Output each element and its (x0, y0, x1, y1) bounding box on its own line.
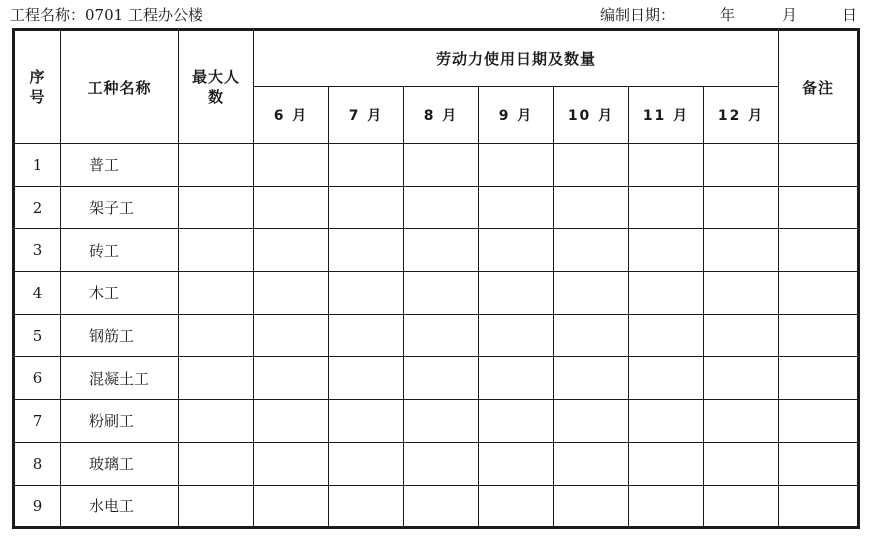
max-workers-header: 最大人 数 (179, 30, 254, 144)
cell-jun (254, 442, 329, 485)
month-header-dec: 12 月 (704, 87, 779, 144)
cell-oct (554, 442, 629, 485)
cell-sep (479, 144, 554, 187)
cell-jul (329, 357, 404, 400)
row-trade: 砖工 (61, 229, 179, 272)
cell-sep (479, 314, 554, 357)
cell-sep (479, 400, 554, 443)
header-row-1 (14, 30, 859, 87)
cell-oct (554, 314, 629, 357)
cell-sep (479, 485, 554, 528)
table-row (14, 357, 859, 400)
month-header-jul: 7 月 (329, 87, 404, 144)
cell-jul (329, 400, 404, 443)
cell-dec (704, 442, 779, 485)
day-label: 日 (842, 6, 858, 24)
cell-sep (479, 229, 554, 272)
cell-dec (704, 229, 779, 272)
table-row (14, 442, 859, 485)
cell-jul (329, 272, 404, 315)
cell-dec (704, 485, 779, 528)
cell-aug (404, 186, 479, 229)
cell-aug (404, 357, 479, 400)
row-seq: 9 (14, 485, 61, 528)
compile-date (0, 4, 879, 24)
cell-jun (254, 400, 329, 443)
cell-oct (554, 485, 629, 528)
cell-jul (329, 144, 404, 187)
row-trade: 混凝土工 (61, 357, 179, 400)
row-seq: 3 (14, 229, 61, 272)
cell-oct (554, 357, 629, 400)
table-row (14, 314, 859, 357)
cell-remark (779, 485, 859, 528)
cell-remark (779, 186, 859, 229)
cell-nov (629, 144, 704, 187)
month-header-nov: 11 月 (629, 87, 704, 144)
labor-plan-table (12, 28, 860, 529)
cell-nov (629, 186, 704, 229)
cell-jul (329, 186, 404, 229)
cell-max (179, 314, 254, 357)
row-trade: 粉刷工 (61, 400, 179, 443)
cell-remark (779, 314, 859, 357)
cell-nov (629, 357, 704, 400)
cell-max (179, 144, 254, 187)
cell-nov (629, 442, 704, 485)
cell-nov (629, 485, 704, 528)
cell-dec (704, 186, 779, 229)
cell-dec (704, 400, 779, 443)
cell-jun (254, 314, 329, 357)
cell-dec (704, 357, 779, 400)
row-trade: 玻璃工 (61, 442, 179, 485)
row-seq: 5 (14, 314, 61, 357)
month-header-jun: 6 月 (254, 87, 329, 144)
cell-aug (404, 485, 479, 528)
cell-sep (479, 357, 554, 400)
cell-jun (254, 186, 329, 229)
cell-max (179, 229, 254, 272)
compile-date-label: 编制日期： (600, 6, 676, 24)
cell-sep (479, 442, 554, 485)
table-row (14, 485, 859, 528)
cell-oct (554, 400, 629, 443)
remark-header: 备注 (779, 30, 859, 144)
cell-nov (629, 314, 704, 357)
cell-jul (329, 229, 404, 272)
cell-aug (404, 144, 479, 187)
cell-dec (704, 144, 779, 187)
cell-aug (404, 229, 479, 272)
cell-nov (629, 272, 704, 315)
cell-nov (629, 400, 704, 443)
cell-aug (404, 442, 479, 485)
cell-remark (779, 229, 859, 272)
cell-oct (554, 229, 629, 272)
table-row (14, 144, 859, 187)
cell-remark (779, 400, 859, 443)
row-seq: 7 (14, 400, 61, 443)
row-trade: 木工 (61, 272, 179, 315)
row-seq: 6 (14, 357, 61, 400)
cell-remark (779, 144, 859, 187)
cell-remark (779, 357, 859, 400)
row-seq: 8 (14, 442, 61, 485)
cell-sep (479, 272, 554, 315)
cell-nov (629, 229, 704, 272)
cell-aug (404, 400, 479, 443)
cell-oct (554, 272, 629, 315)
project-name: 工程名称：0701 工程办公楼 (10, 6, 203, 24)
cell-jun (254, 485, 329, 528)
year-label: 年 (720, 6, 736, 24)
month-header-sep: 9 月 (479, 87, 554, 144)
table-row (14, 272, 859, 315)
cell-remark (779, 442, 859, 485)
table-row (14, 400, 859, 443)
cell-jun (254, 229, 329, 272)
row-seq: 2 (14, 186, 61, 229)
usage-date-group-header: 劳动力使用日期及数量 (254, 30, 779, 87)
table-row (14, 229, 859, 272)
cell-jun (254, 357, 329, 400)
cell-max (179, 442, 254, 485)
row-trade: 水电工 (61, 485, 179, 528)
cell-max (179, 485, 254, 528)
cell-sep (479, 186, 554, 229)
cell-dec (704, 272, 779, 315)
cell-max (179, 400, 254, 443)
month-header-aug: 8 月 (404, 87, 479, 144)
cell-max (179, 357, 254, 400)
cell-jul (329, 442, 404, 485)
cell-aug (404, 272, 479, 315)
cell-aug (404, 314, 479, 357)
cell-max (179, 186, 254, 229)
document-header (0, 0, 879, 28)
cell-max (179, 272, 254, 315)
row-trade: 普工 (61, 144, 179, 187)
cell-dec (704, 314, 779, 357)
row-trade: 架子工 (61, 186, 179, 229)
cell-jun (254, 144, 329, 187)
trade-header: 工种名称 (61, 30, 179, 144)
cell-oct (554, 144, 629, 187)
table-row (14, 186, 859, 229)
month-label: 月 (782, 6, 798, 24)
cell-oct (554, 186, 629, 229)
row-seq: 1 (14, 144, 61, 187)
cell-jun (254, 272, 329, 315)
cell-jul (329, 314, 404, 357)
cell-jul (329, 485, 404, 528)
seq-header: 序 号 (14, 30, 61, 144)
row-trade: 钢筋工 (61, 314, 179, 357)
month-header-oct: 10 月 (554, 87, 629, 144)
cell-remark (779, 272, 859, 315)
row-seq: 4 (14, 272, 61, 315)
